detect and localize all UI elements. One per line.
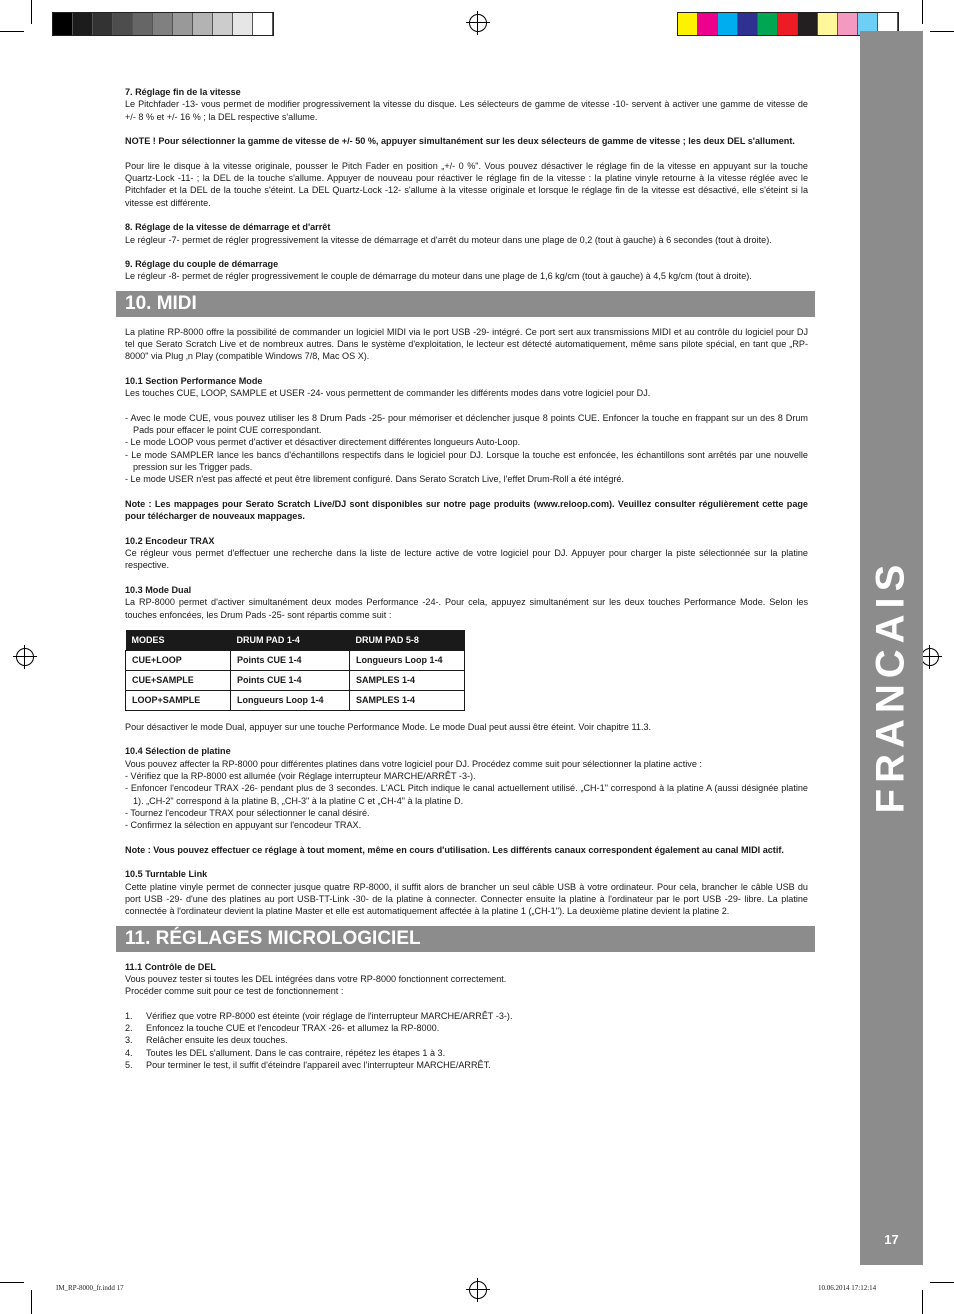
crop-mark [0,31,24,32]
list-item: - Le mode USER n'est pas affecté et peut être librement configuré. Dans Serato Scratch Live, l'effet Drum-Roll a été intégré. [125,474,624,485]
color-swatch [153,13,173,35]
paragraph: La RP-8000 permet d'activer simultanément deux modes Performance -24-. Pour cela, appuyez simultanément sur les deux touches Performance Mode. Selon les touches enfoncées, les Drum Pads -25- sont répartis comme suit : [125,597,808,620]
color-swatch [678,13,698,35]
color-swatch [53,13,73,35]
color-swatch [133,13,153,35]
list-item [125,1022,808,1034]
table-header-cell: MODES [126,630,231,651]
table-row [126,690,465,710]
color-swatch [738,13,758,35]
list-item: - Enfoncer l'encodeur TRAX -26- pendant plus de 3 secondes. L'ACL Pitch indique le canal actuellement utilisé. „CH-1" correspond à la platine A (aussi désignée platine 1). „CH-2" correspond à la platine B, „CH-3" à la platine C et „CH-4" à la platine D. [125,783,808,806]
registration-mark-icon [469,14,487,32]
section-heading: 10.1 Section Performance Mode [125,375,263,386]
table-header-row [126,630,465,651]
paragraph: La platine RP-8000 offre la possibilité de commander un logiciel MIDI via le port USB -29- intégré. Ce port sert aux transmissions MIDI et au contrôle du logiciel pour DJ tel que Serato Scratch Live et de nombreux autres. Dans le système d'exploitation, le lecteur est détecté automatiquement, même sans pilote spécial, en tant que „RP-8000" via Plug ‚n Play (compatible Windows 7/8, Mac OS X). [125,326,808,362]
table-cell: Points CUE 1-4 [231,650,350,670]
list-item [125,1059,808,1071]
table-header-cell: DRUM PAD 1-4 [231,630,350,651]
table-header-cell: DRUM PAD 5-8 [350,630,465,651]
section-heading: 10.4 Sélection de platine [125,746,231,757]
language-sidebar [860,31,923,1265]
grayscale-color-bar [52,12,274,36]
list-item: - Le mode SAMPLER lance les bancs d'échantillons respectifs dans le logiciel pour DJ. Lorsque la touche est enfoncée, les échantillons sont arrêtés par une nouvelle pression sur les Trigger pads. [125,449,808,473]
paragraph: Pour désactiver le mode Dual, appuyer sur une touche Performance Mode. Le mode Dual peut aussi être éteint. Voir chapitre 11.3. [125,721,652,732]
crop-mark [922,1290,923,1314]
step-text: Enfoncez la touche CUE et l'encodeur TRAX -26- et allumez la RP-8000. [146,1023,440,1034]
print-slug-right: 10.06.2014 17:12:14 [818,1284,877,1292]
table-cell: Longueurs Loop 1-4 [350,650,465,670]
paragraph: Le Pitchfader -13- vous permet de modifier progressivement la vitesse du disque. Les sélecteurs de gamme de vitesse -10- servent à activer une gamme de vitesse de +/- 8 % et +/- 16 % ; la DEL respective s'allume. [125,99,808,122]
step-number: 5. [125,1060,133,1070]
color-swatch [838,13,858,35]
table-cell: Points CUE 1-4 [231,670,350,690]
color-swatch [93,13,113,35]
crop-mark [31,0,32,24]
crop-mark [0,1282,24,1283]
section-heading: 10.2 Encodeur TRAX [125,535,215,546]
color-swatch [193,13,213,35]
paragraph: Cette platine vinyle permet de connecter jusque quatre RP-8000, il suffit alors de brancher un seul câble USB à votre ordinateur. Pour cela, brancher le câble USB du port USB -29- d'une des platines au port USB-TT-Link -30- de la platine à connecter. Connecter ensuite la platine à l'ordinateur par le port USB -29- libre. La platine connectée à l'ordinateur devient la platine Master et elle est automatiquement affectée à la platine 1 („CH-1"). La deuxième platine devient la platine 2. [125,881,808,917]
list-item: - Vérifiez que la RP-8000 est allumée (voir Réglage interrupteur MARCHE/ARRÊT -3-). [125,771,476,782]
section-heading: 11.1 Contrôle de DEL [125,961,216,972]
language-label: FRANCAIS [868,558,913,814]
paragraph: Le régleur -8- permet de régler progressivement le couple de démarrage du moteur dans une plage de 1,6 kg/cm (tout à gauche) à 4,5 kg/cm (tout à droite). [125,271,752,282]
paragraph: Les touches CUE, LOOP, SAMPLE et USER -24- vous permettent de commander les différents modes dans votre logiciel pour DJ. [125,388,651,399]
table-row [126,650,465,670]
crop-mark [930,31,954,32]
table-cell: SAMPLES 1-4 [350,670,465,690]
paragraph: Ce régleur vous permet d'effectuer une recherche dans la liste de lecture active de votre logiciel pour DJ. Appuyer pour charger la piste sélectionnée sur la platine respective. [125,548,808,571]
color-swatch [698,13,718,35]
note: Note : Vous pouvez effectuer ce réglage à tout moment, même en cours d'utilisation. Les différents canaux correspondent également au canal MIDI actif. [125,844,784,855]
crop-mark [922,0,923,24]
registration-mark-icon [16,648,34,666]
paragraph: Pour lire le disque à la vitesse originale, pousser le Pitch Fader en position „+/- 0 %". Vous pouvez désactiver le réglage fin de la vitesse en appuyant sur la touche Quartz-Lock -11- ; la DEL de la touche s'allume. Appuyer de nouveau pour réactiver le réglage fin de la vitesse : la platine vinyle retourne à la vitesse réglée avec le Pitchfader et la DEL de la touche s'éteint. La DEL Quartz-Lock -12- s'allume à la vitesse originale et lorsque le réglage fin de la vitesse est désactivé, elle s'éteint si la vitesse est différente. [125,160,808,208]
list-item: - Confirmez la sélection en appuyant sur l'encodeur TRAX. [125,820,362,831]
color-swatch [213,13,233,35]
crop-mark [31,1290,32,1314]
table-cell: LOOP+SAMPLE [126,690,231,710]
step-number: 2. [125,1023,133,1034]
note: NOTE ! Pour sélectionner la gamme de vitesse de +/- 50 %, appuyer simultanément sur les deux sélecteurs de gamme de vitesse ; les deux DEL s'allument. [125,136,795,147]
color-swatch [253,13,273,35]
list-item [125,1047,808,1059]
color-swatch [778,13,798,35]
list-item: - Avec le mode CUE, vous pouvez utiliser les 8 Drum Pads -25- pour mémoriser et déclencher jusque 8 points CUE. Enfoncer la touche en frappant sur un des 8 Drum Pads pour effacer le point CUE correspondant. [125,412,808,436]
step-number: 3. [125,1035,133,1046]
dual-mode-table [125,630,465,711]
step-text: Relâcher ensuite les deux touches. [146,1035,288,1046]
crop-mark [930,1282,954,1283]
table-cell: CUE+SAMPLE [126,670,231,690]
color-swatch [718,13,738,35]
registration-mark-icon [921,648,939,666]
color-swatch [798,13,818,35]
color-swatch [758,13,778,35]
registration-mark-icon [469,1281,487,1299]
paragraph: Procéder comme suit pour ce test de fonctionnement : [125,986,344,997]
step-text: Vérifiez que votre RP-8000 est éteinte (voir réglage de l'interrupteur MARCHE/ARRÊT -3-). [146,1010,513,1021]
page-number: 17 [884,1232,899,1247]
color-swatch [113,13,133,35]
step-text: Toutes les DEL s'allument. Dans le cas contraire, répétez les étapes 1 à 3. [146,1047,446,1058]
table-cell: SAMPLES 1-4 [350,690,465,710]
note: Note : Les mappages pour Serato Scratch Live/DJ sont disponibles sur notre page produits (www.reloop.com). Veuillez consulter régulièrement cette page pour télécharger de nouveaux mappages. [125,498,808,522]
table-cell: CUE+LOOP [126,650,231,670]
section-heading: 10.3 Mode Dual [125,584,192,595]
color-swatch [818,13,838,35]
paragraph: Le régleur -7- permet de régler progressivement la vitesse de démarrage et d'arrêt du moteur dans une plage de 0,2 (tout à gauche) à 6 secondes (tout à droite). [125,234,772,245]
color-swatch [233,13,253,35]
section-heading: 8. Réglage de la vitesse de démarrage et d'arrêt [125,222,331,233]
section-heading: 10.5 Turntable Link [125,869,208,880]
color-swatch [173,13,193,35]
section-heading: 9. Réglage du couple de démarrage [125,259,279,270]
table-row [126,670,465,690]
color-swatch [73,13,93,35]
step-number: 4. [125,1047,133,1058]
step-text: Pour terminer le test, il suffit d'éteindre l'appareil avec l'interrupteur MARCHE/ARRÊT. [146,1060,491,1070]
print-slug-left: IM_RP-8000_fr.indd 17 [56,1284,124,1292]
list-item [125,1010,808,1022]
page-content [125,86,808,1071]
paragraph: Vous pouvez tester si toutes les DEL intégrées dans votre RP-8000 fonctionnent correctement. [125,973,507,984]
section-heading: 7. Réglage fin de la vitesse [125,87,241,97]
list-item: - Tournez l'encodeur TRAX pour sélectionner le canal désiré. [125,807,370,818]
chapter-title-midi: 10. MIDI [116,291,815,317]
list-item [125,1034,808,1046]
list-item: - Le mode LOOP vous permet d'activer et désactiver directement différentes longueurs Auto-Loop. [125,437,521,448]
paragraph: Vous pouvez affecter la RP-8000 pour différentes platines dans votre logiciel pour DJ. Procédez comme suit pour sélectionner la platine active : [125,758,702,769]
step-number: 1. [125,1010,133,1021]
chapter-title-firmware: 11. RÉGLAGES MICROLOGICIEL [116,926,815,952]
table-cell: Longueurs Loop 1-4 [231,690,350,710]
